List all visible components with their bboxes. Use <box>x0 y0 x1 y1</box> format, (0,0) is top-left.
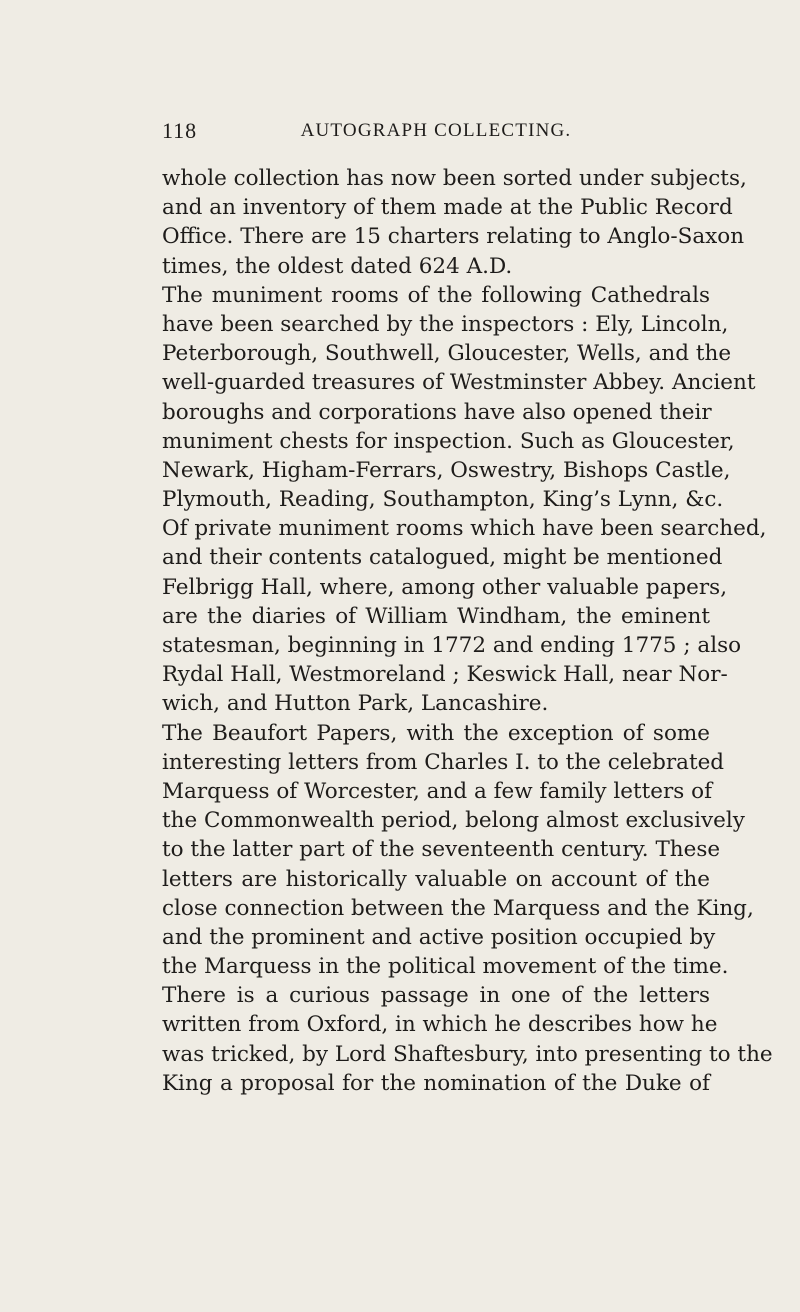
text-line: Plymouth, Reading, Southampton, King’s Lynn, &c. <box>162 487 724 513</box>
page-number: 118 <box>162 118 198 143</box>
text-line: muniment chests for inspection. Such as Gloucester, <box>162 428 735 454</box>
text-line: The muniment rooms of the following Cathedrals <box>162 282 710 308</box>
text-line: Marquess of Worcester, and a few family letters of <box>162 778 713 804</box>
text-line: and the prominent and active position occupied by <box>162 924 716 950</box>
body-text <box>162 164 773 1098</box>
text-line: are the diaries of William Windham, the eminent <box>162 603 710 629</box>
text-line: was tricked, by Lord Shaftesbury, into presenting to the <box>162 1041 773 1067</box>
text-line: boroughs and corporations have also opened their <box>162 399 712 425</box>
text-line: wich, and Hutton Park, Lancashire. <box>162 691 549 717</box>
text-line: Rydal Hall, Westmoreland ; Keswick Hall, near Nor- <box>162 662 728 688</box>
text-line: Peterborough, Southwell, Gloucester, Wells, and the <box>162 341 732 367</box>
running-title: AUTOGRAPH COLLECTING. <box>300 120 572 141</box>
text-line: letters are historically valuable on account of the <box>162 866 710 892</box>
text-line: have been searched by the inspectors : Ely, Lincoln, <box>162 311 729 337</box>
text-line: Newark, Higham-Ferrars, Oswestry, Bishops Castle, <box>162 457 731 483</box>
text-line: and an inventory of them made at the Public Record <box>162 195 733 221</box>
text-line: close connection between the Marquess and the King, <box>162 895 754 921</box>
text-line: times, the oldest dated 624 A.D. <box>162 253 513 279</box>
text-line: statesman, beginning in 1772 and ending 1775 ; also <box>162 633 742 658</box>
text-line: whole collection has now been sorted under subjects, <box>162 166 747 191</box>
text-line: interesting letters from Charles I. to the celebrated <box>162 749 725 775</box>
text-line: written from Oxford, in which he describes how he <box>162 1012 718 1038</box>
text-line: There is a curious passage in one of the letters <box>162 983 710 1009</box>
text-line: the Commonwealth period, belong almost exclusively <box>162 808 745 834</box>
text-line: Of private muniment rooms which have been searched, <box>162 516 767 542</box>
text-line: King a proposal for the nomination of the Duke of <box>162 1070 710 1096</box>
text-line: to the latter part of the seventeenth century. These <box>162 837 721 863</box>
text-line: the Marquess in the political movement of the time. <box>162 954 729 980</box>
text-line: Office. There are 15 charters relating to Anglo-Saxon <box>162 224 745 250</box>
text-line: and their contents catalogued, might be mentioned <box>162 545 723 571</box>
text-line: Felbrigg Hall, where, among other valuable papers, <box>162 574 728 600</box>
running-head <box>162 118 710 148</box>
text-line: The Beaufort Papers, with the exception of some <box>162 720 710 746</box>
text-line: well-guarded treasures of Westminster Abbey. Ancient <box>162 370 756 396</box>
